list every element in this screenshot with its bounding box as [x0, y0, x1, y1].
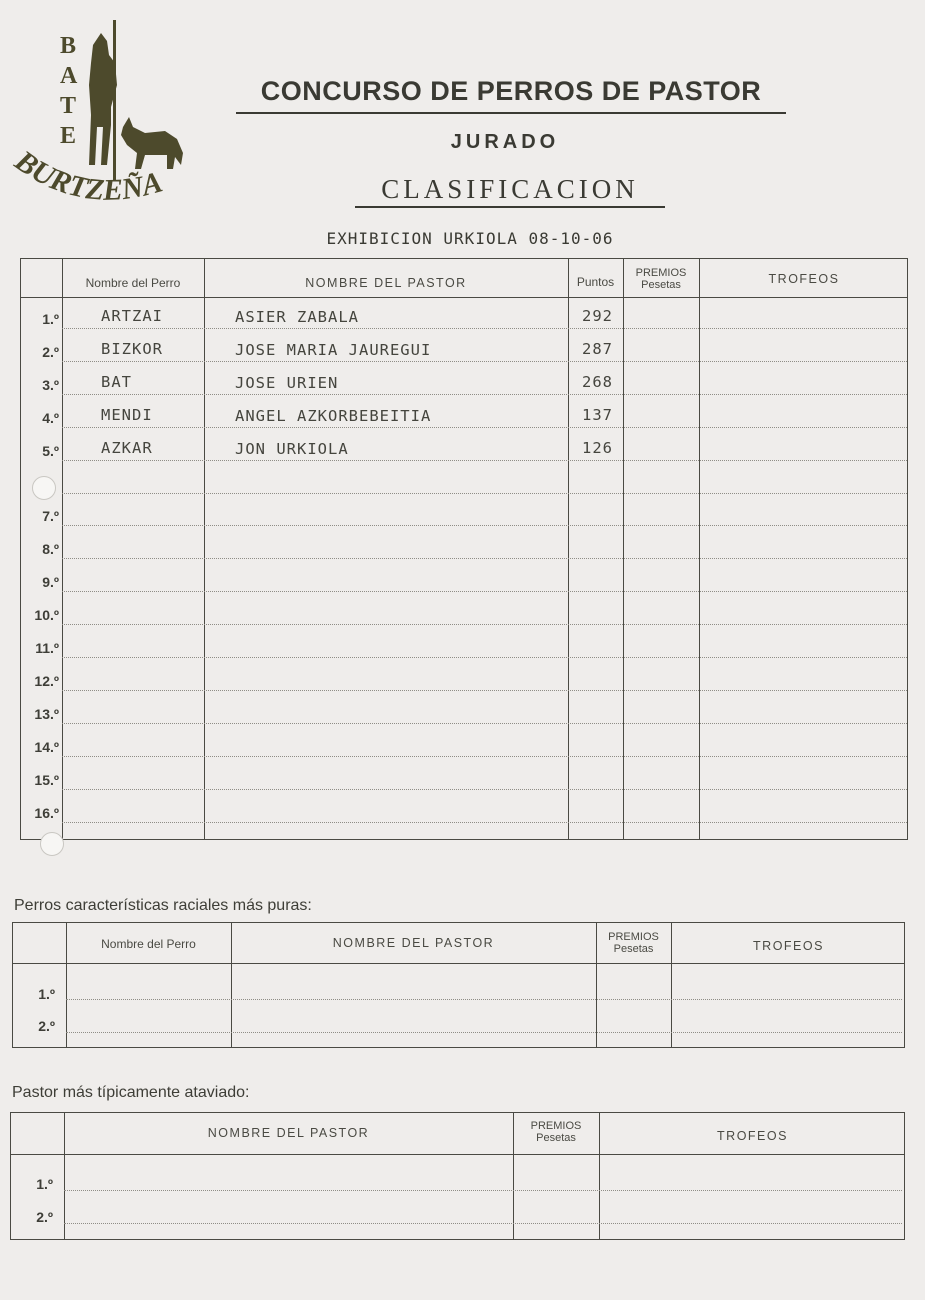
entry-line: [62, 361, 907, 362]
logo-arc-text: BURTZEÑA: [8, 144, 166, 207]
entry-line: [62, 591, 907, 592]
header-rule: [11, 1154, 904, 1155]
column-divider: [62, 259, 63, 839]
bate-burtzena-logo: [5, 15, 215, 220]
breed-section-label: Perros características raciales más puras:: [14, 897, 312, 914]
rank-label: 9.º: [42, 574, 59, 591]
dog-name-cell: BIZKOR: [101, 339, 163, 358]
logo-letter-e: E: [60, 123, 77, 149]
column-header-trophies: TROFEOS: [717, 1129, 788, 1143]
column-header-points: Puntos: [576, 275, 615, 289]
points-cell: 126: [582, 438, 613, 457]
points-cell: 292: [582, 307, 613, 325]
entry-line: [66, 999, 902, 1000]
rank-label: 7.º: [42, 508, 59, 525]
dog-icon: [121, 117, 183, 169]
section-title: CLASIFICACION: [381, 174, 639, 204]
points-cell: 287: [582, 339, 613, 358]
shepherd-name-cell: JON URKIOLA: [235, 439, 349, 458]
rank-label: 8.º: [42, 541, 59, 558]
pesetas-label: Pesetas: [536, 1132, 576, 1144]
entry-line: [62, 723, 907, 724]
prizes-label: PREMIOS: [530, 1120, 582, 1132]
dog-name-cell: MENDI: [101, 405, 153, 424]
entry-line: [62, 328, 907, 329]
attire-table: [10, 1112, 905, 1240]
rank-label: 11.º: [35, 640, 59, 656]
shepherd-name-cell: JOSE MARIA JAUREGUI: [235, 340, 432, 359]
entry-line: [64, 1190, 902, 1191]
shepherd-staff: [113, 20, 116, 180]
entry-line: [62, 558, 907, 559]
points-cell: 137: [582, 405, 613, 424]
column-divider: [699, 259, 700, 839]
classification-table: [20, 258, 908, 840]
breed-table: [12, 922, 905, 1048]
page-subtitle: JURADO: [450, 131, 560, 153]
rank-label: 5.º: [42, 442, 59, 459]
entry-line: [62, 460, 907, 461]
column-header-shepherd: NOMBRE DEL PASTOR: [207, 1126, 370, 1140]
punch-hole: [32, 476, 56, 500]
entry-line: [62, 822, 907, 823]
pesetas-label: Pesetas: [641, 279, 681, 291]
rank-label: 15.º: [34, 771, 59, 788]
column-header-dog: Nombre del Perro: [85, 276, 181, 290]
entry-line: [66, 1032, 902, 1033]
entry-line: [62, 789, 907, 790]
column-divider: [568, 259, 569, 839]
logo-letter-a: A: [60, 63, 78, 89]
rank-label: 12.º: [34, 672, 59, 689]
column-header-prizes: [596, 931, 671, 955]
logo-letter-b: B: [60, 33, 77, 59]
entry-line: [62, 394, 907, 395]
rank-label: 1.º: [42, 311, 59, 327]
shepherd-name-cell: JOSE URIEN: [235, 373, 339, 392]
shepherd-figure-icon: [89, 33, 117, 165]
rank-label: 14.º: [34, 738, 59, 755]
entry-line: [62, 690, 907, 691]
rank-label: 10.º: [34, 607, 59, 624]
event-line: EXHIBICION URKIOLA 08-10-06: [326, 229, 614, 248]
entry-line: [62, 525, 907, 526]
entry-line: [62, 493, 907, 494]
punch-hole: [40, 832, 64, 856]
rank-label: 2.º: [38, 1018, 55, 1034]
rank-label: 4.º: [42, 409, 59, 426]
column-divider: [623, 259, 624, 839]
column-divider: [204, 259, 205, 839]
entry-line: [64, 1223, 902, 1224]
page-title: CONCURSO DE PERROS DE PASTOR: [260, 76, 762, 106]
entry-line: [62, 756, 907, 757]
dog-name-cell: AZKAR: [101, 438, 153, 457]
pesetas-label: Pesetas: [613, 943, 654, 955]
column-header-trophies: TROFEOS: [753, 939, 824, 953]
column-header-shepherd: NOMBRE DEL PASTOR: [332, 936, 495, 950]
shepherd-name-cell: ASIER ZABALA: [235, 308, 359, 326]
column-header-prizes: [623, 267, 699, 291]
title-underline: [236, 112, 786, 114]
rank-label: 2.º: [42, 343, 59, 360]
rank-label: 1.º: [38, 986, 55, 1002]
entry-line: [62, 624, 907, 625]
rank-label: 16.º: [34, 804, 59, 821]
logo-letter-t: T: [60, 93, 77, 119]
shepherd-name-cell: ANGEL AZKORBEBEITIA: [235, 406, 432, 425]
prizes-label: PREMIOS: [635, 267, 687, 279]
rank-label: 13.º: [34, 705, 59, 722]
section-underline: [355, 206, 665, 208]
entry-line: [62, 657, 907, 658]
column-header-dog: Nombre del Perro: [101, 937, 196, 951]
entry-line: [62, 427, 907, 428]
column-header-prizes: [513, 1120, 599, 1144]
header-rule: [21, 297, 907, 298]
attire-section-label: Pastor más típicamente ataviado:: [12, 1084, 250, 1101]
dog-name-cell: ARTZAI: [101, 307, 163, 325]
prizes-label: PREMIOS: [608, 931, 659, 943]
column-header-shepherd: NOMBRE DEL PASTOR: [305, 276, 467, 290]
rank-label: 2.º: [36, 1209, 53, 1225]
rank-label: 3.º: [42, 376, 59, 393]
column-header-trophies: TROFEOS: [768, 272, 840, 286]
points-cell: 268: [582, 372, 613, 391]
rank-label: 1.º: [36, 1176, 53, 1192]
dog-name-cell: BAT: [101, 372, 132, 391]
header-rule: [13, 963, 904, 964]
